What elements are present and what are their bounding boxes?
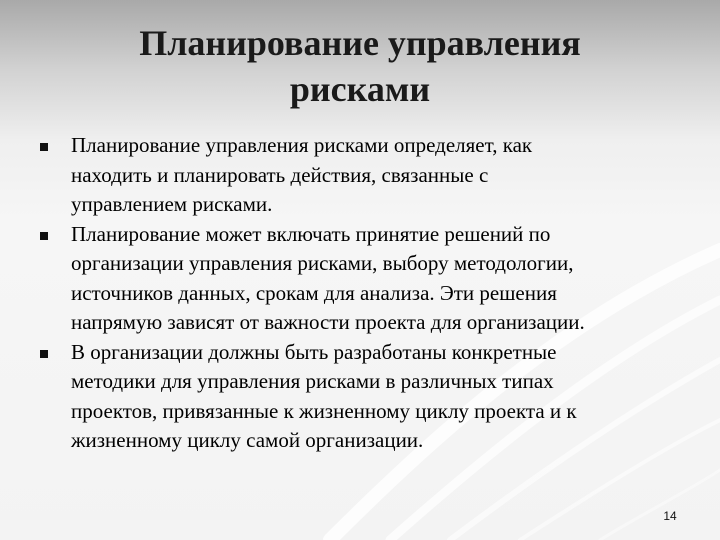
slide-title xyxy=(0,20,720,112)
square-bullet-icon xyxy=(40,143,48,151)
bullet-item xyxy=(40,220,680,338)
bullet-line: управлением рисками. xyxy=(71,192,273,216)
bullet-line: находить и планировать действия, связанные с xyxy=(71,162,489,187)
bullet-text xyxy=(71,131,680,220)
slide-title-line: Планирование управления xyxy=(139,23,581,63)
bullet-line: жизненному циклу самой организации. xyxy=(71,428,424,452)
bullet-text xyxy=(71,220,680,338)
bullet-line: Планирование может включать принятие решений по xyxy=(71,221,551,246)
swirl-line xyxy=(600,470,720,540)
bullet-line: проектов, привязанные к жизненному циклу проекта и к xyxy=(71,398,577,423)
bullet-item xyxy=(40,338,680,456)
bullet-line: напрямую зависят от важности проекта для организации. xyxy=(71,310,585,334)
square-bullet-icon xyxy=(40,350,48,358)
square-bullet-icon xyxy=(40,232,48,240)
bullet-item xyxy=(40,131,680,220)
bullet-line: организации управления рисками, выбору методологии, xyxy=(71,251,574,275)
slide-title-line: рисками xyxy=(289,69,431,109)
bullet-line: источников данных, срокам для анализа. Эти решения xyxy=(71,280,557,305)
bullet-text xyxy=(71,338,680,456)
page-number: 14 xyxy=(663,509,677,523)
bullet-line: Планирование управления рисками определяет, как xyxy=(71,133,533,157)
bullet-list xyxy=(40,131,680,456)
bullet-line: методики для управления рисками в различных типах xyxy=(71,369,554,393)
bullet-line: В организации должны быть разработаны конкретные xyxy=(71,339,557,364)
